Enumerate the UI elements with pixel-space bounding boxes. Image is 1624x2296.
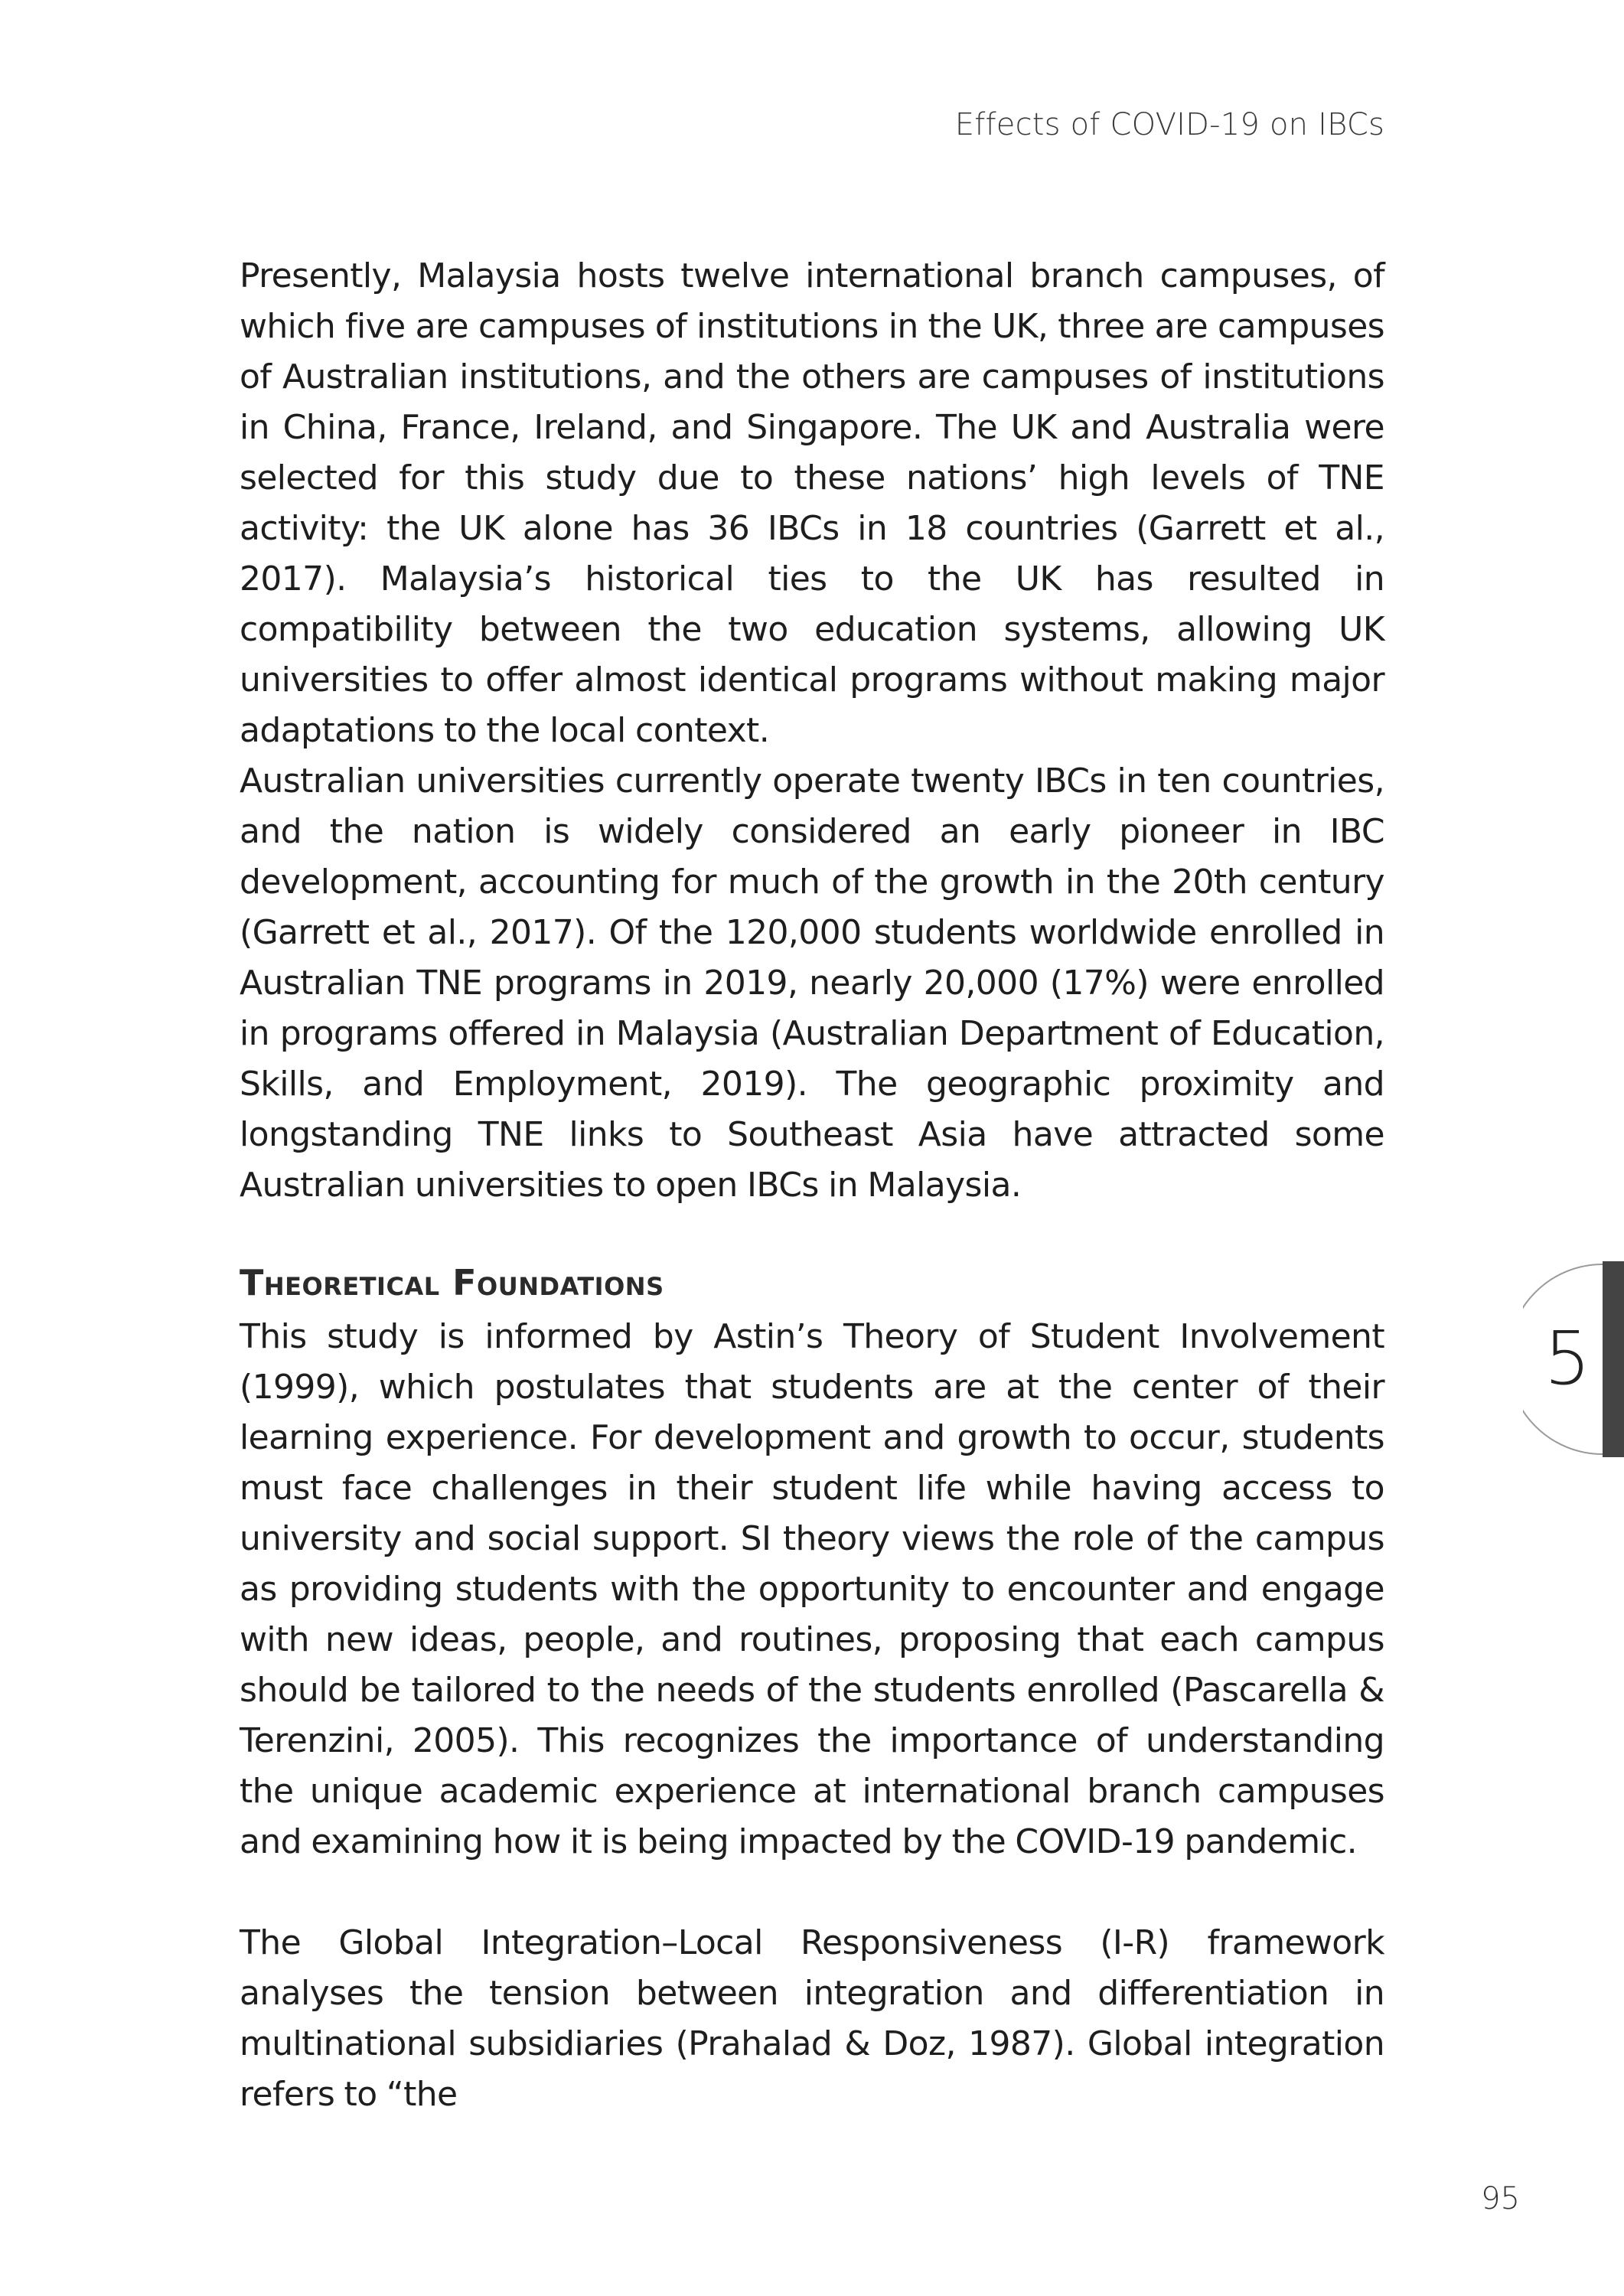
body-paragraph-2: Australian universities currently operate twenty IBCs in ten countries, and the nation is widely considered an early pioneer in IBC development, accounting for much of the growth in the 20th century (Garrett et al., 2017). Of the 120,000 students worldwide enrolled in Australian TNE programs in 2019, nearly 20,000 (17%) were enrolled in programs offered in Malaysia (Australian Department of Education, Skills, and Employment, 2019). The geographic proximity and longstanding TNE links to Southeast Asia have attracted some Australian universities to open IBCs in Malaysia. <box>240 762 1384 1205</box>
running-header: Effects of COVID-19 on IBCs <box>954 107 1384 142</box>
body-paragraph-1: Presently, Malaysia hosts twelve international branch campuses, of which five are campuses of institutions in the UK, three are campuses of Australian institutions, and the others are campuses of institutions in China, France, Ireland, and Singapore. The UK and Australia were selected for this study due to these nations’ high levels of TNE activity: the UK alone has 36 IBCs in 18 countries (Garrett et al., 2017). Malaysia’s historical ties to the UK has resulted in compatibility between the two education systems, allowing UK universities to offer almost identical programs without making major adaptations to the local context. <box>240 256 1384 750</box>
section-heading: Theoretical Foundations <box>240 1262 664 1303</box>
page-number: 95 <box>1481 2181 1520 2216</box>
body-paragraph-3: This study is informed by Astin’s Theory of Student Involvement (1999), which postulates that students are at the center of their learning experience. For development and growth to occur, students must face challenges in their student life while having access to university and social support. SI theory views the role of the campus as providing students with the opportunity to encounter and engage with new ideas, people, and routines, proposing that each campus should be tailored to the needs of the students enrolled (Pascarella & Terenzini, 2005). This recognizes the importance of understanding the unique academic experience at international branch campuses and examining how it is being impacted by the COVID-19 pandemic. <box>240 1317 1384 1861</box>
chapter-number: 5 <box>1544 1316 1591 1401</box>
body-paragraph-4: The Global Integration–Local Responsiveness (I-R) framework analyses the tension between integration and differentiation in multinational subsidiaries (Prahalad & Doz, 1987). Global integration refers to “the <box>240 1923 1384 2114</box>
